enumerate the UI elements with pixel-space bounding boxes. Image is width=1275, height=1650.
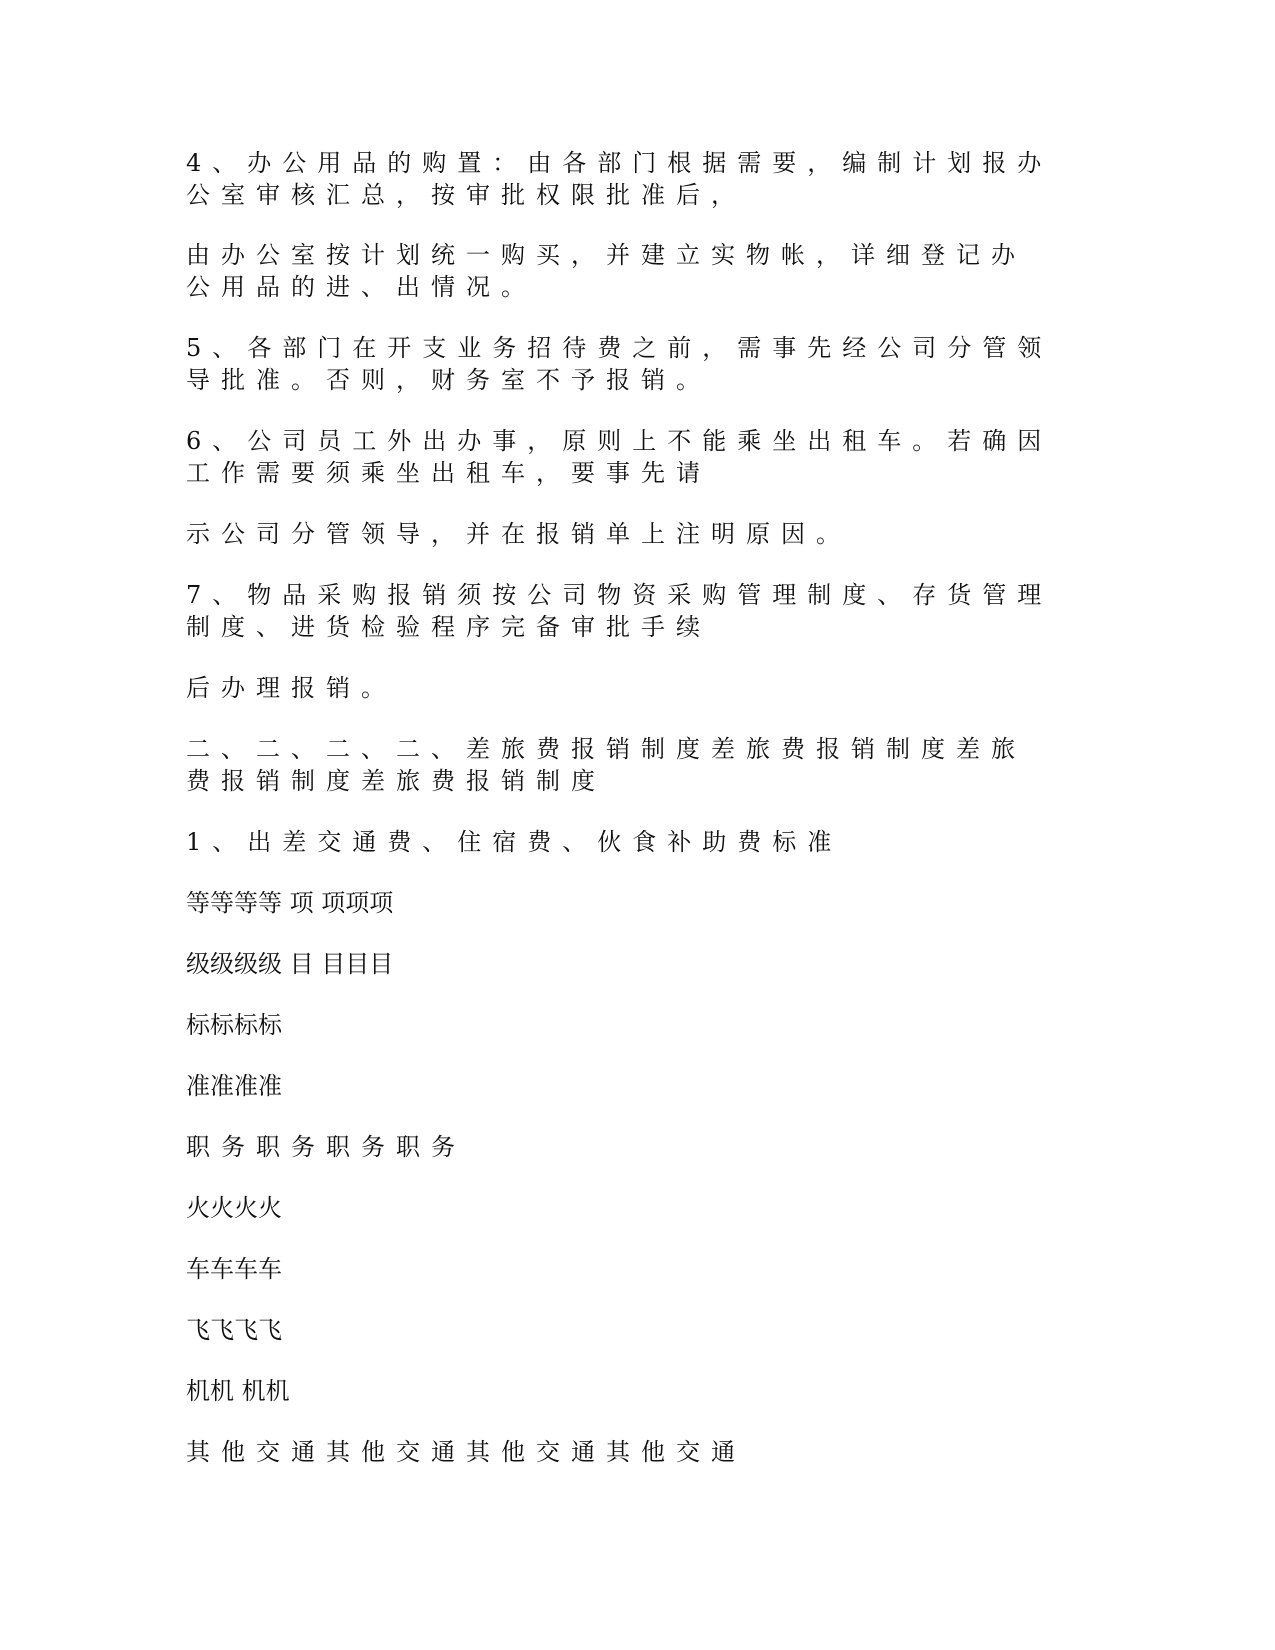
text-line: 4、办公用品的购置：由各部门根据需要，编制计划报办 (186, 149, 1053, 177)
paragraph-procurement-2 (186, 672, 1091, 704)
text-line: 1、出差交通费、住宿费、伙食补助费标准 (186, 828, 843, 856)
paragraph-travel-standards (186, 826, 1091, 858)
table-fragment-grade (186, 887, 1091, 919)
text-line: 火火火火 (186, 1194, 282, 1222)
paragraph-entertainment-expense (186, 332, 1091, 396)
text-line: 其他交通其他交通其他交通其他交通 (186, 1438, 746, 1466)
text-line: 导批准。否则，财务室不予报销。 (186, 366, 711, 394)
text-line: 费报销制度差旅费报销制度 (186, 767, 606, 795)
text-line: 飞飞飞飞 (186, 1316, 282, 1344)
text-line: 6、公司员工外出办事，原则上不能乘坐出租车。若确因 (186, 427, 1053, 455)
paragraph-taxi-rule-1 (186, 425, 1091, 489)
text-line: 机机 机机 (186, 1377, 290, 1405)
paragraph-taxi-rule-2 (186, 518, 1091, 550)
text-line: 等等等等 项 项项项 (186, 889, 394, 917)
document-body (186, 147, 1091, 1497)
table-fragment-standard-1 (186, 1009, 1091, 1041)
text-line: 5、各部门在开支业务招待费之前，需事先经公司分管领 (186, 334, 1053, 362)
text-line: 职务职务职务职务 (186, 1133, 466, 1161)
text-line: 车车车车 (186, 1255, 282, 1283)
table-fragment-position (186, 1131, 1091, 1163)
table-fragment-plane-1 (186, 1314, 1091, 1346)
text-line: 制度、进货检验程序完备审批手续 (186, 613, 711, 641)
table-fragment-item (186, 948, 1091, 980)
table-fragment-train-1 (186, 1192, 1091, 1224)
paragraph-procurement-1 (186, 579, 1091, 643)
table-fragment-other-transport (186, 1436, 1091, 1468)
text-line: 后办理报销。 (186, 674, 396, 702)
text-line: 示公司分管领导，并在报销单上注明原因。 (186, 520, 851, 548)
text-line: 公室审核汇总，按审批权限批准后， (186, 181, 746, 209)
paragraph-office-supplies-1 (186, 147, 1091, 211)
text-line: 7、物品采购报销须按公司物资采购管理制度、存货管理 (186, 581, 1053, 609)
paragraph-office-supplies-2 (186, 239, 1091, 303)
text-line: 级级级级 目 目目目 (186, 950, 394, 978)
text-line: 由办公室按计划统一购买，并建立实物帐，详细登记办 (186, 241, 1026, 269)
table-fragment-train-2 (186, 1253, 1091, 1285)
table-fragment-plane-2 (186, 1375, 1091, 1407)
text-line: 工作需要须乘坐出租车，要事先请 (186, 459, 711, 487)
text-line: 公用品的进、出情况。 (186, 273, 536, 301)
table-fragment-standard-2 (186, 1070, 1091, 1102)
section-heading-travel-expense (186, 733, 1091, 797)
text-line: 准准准准 (186, 1072, 282, 1100)
text-line: 二、二、二、二、差旅费报销制度差旅费报销制度差旅 (186, 735, 1026, 763)
text-line: 标标标标 (186, 1011, 282, 1039)
